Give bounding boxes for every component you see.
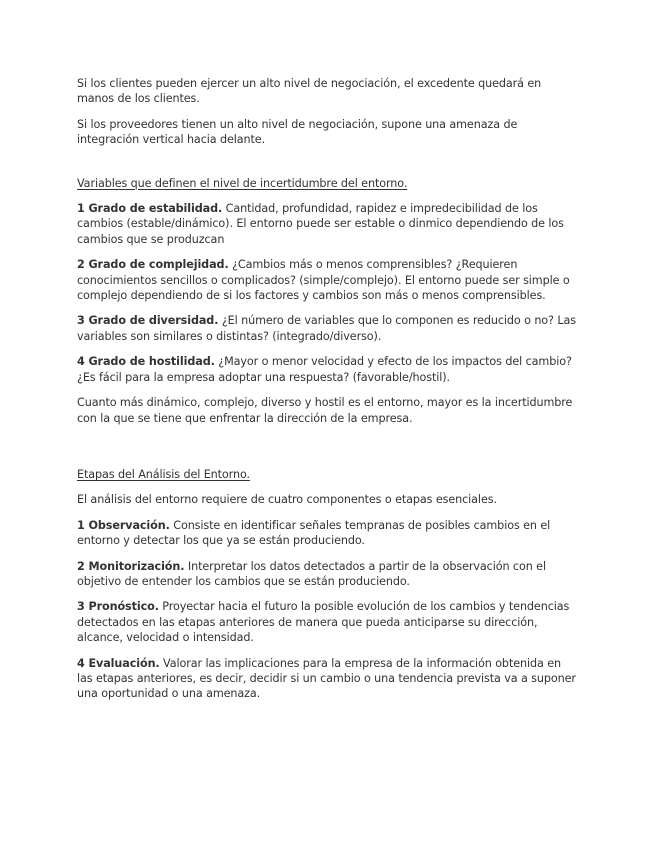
intro-paragraph-suppliers: Si los proveedores tienen un alto nivel de negociación, supone una amenaza de integración vertical hacia delante.	[77, 117, 518, 147]
variable-item-text: Cantidad, profundidad, rapidez e impredecibilidad de los cambios (estable/dinámico). El entorno puede ser estable o dinmico dependiendo de los cambios que se produzcan	[77, 202, 564, 246]
etapas-intro: El análisis del entorno requiere de cuatro componentes o etapas esenciales.	[77, 493, 497, 507]
etapa-item-evaluation	[77, 656, 577, 702]
etapas-heading: Etapas del Análisis del Entorno.	[77, 467, 250, 481]
etapa-item-monitoring	[77, 559, 577, 590]
etapa-item-text: Consiste en identificar señales tempranas de posibles cambios en el entorno y detectar los que ya se están produciendo.	[77, 518, 551, 548]
variable-item-text: ¿El número de variables que lo componen es reducido o no? Las variables son similares o distintas? (integrado/diverso).	[77, 314, 576, 343]
variable-item-title: 4 Grado de hostilidad.	[77, 355, 215, 369]
etapa-item-title: 3 Pronóstico.	[77, 600, 159, 614]
etapa-item-title: 2 Monitorización.	[77, 559, 185, 573]
variables-heading: Variables que definen el nivel de incertidumbre del entorno.	[77, 176, 408, 190]
intro-paragraph-clients: Si los clientes pueden ejercer un alto nivel de negociación, el excedente quedará en manos de los clientes.	[77, 77, 542, 106]
variable-item-stability	[77, 201, 577, 247]
etapa-item-text: Proyectar hacia el futuro la posible evolución de los cambios y tendencias detectados en las etapas anteriores de manera que pueda anticiparse su dirección, alcance, velocidad o intensidad.	[77, 600, 570, 645]
etapa-item-observation	[77, 518, 577, 549]
variable-item-title: 3 Grado de diversidad.	[77, 314, 219, 328]
etapa-item-text: Valorar las implicaciones para la empresa de la información obtenida en las etapas anteriores, es decir, decidir si un cambio o una tendencia prevista va a suponer una oportunidad o una amenaza.	[77, 656, 576, 701]
variable-item-text: ¿Mayor o menor velocidad y efecto de los impactos del cambio? ¿Es fácil para la empresa adoptar una respuesta? (favorable/hostil).	[77, 355, 572, 384]
variable-item-hostility	[77, 354, 577, 385]
variables-conclusion: Cuanto más dinámico, complejo, diverso y hostil es el entorno, mayor es la incertidumbre con la que se tiene que enfrentar la dirección de la empresa.	[77, 396, 573, 425]
variable-item-title: 1 Grado de estabilidad.	[77, 202, 223, 216]
variable-item-text: ¿Cambios más o menos comprensibles? ¿Requieren conocimientos sencillos o complicados? (simple/complejo). El entorno puede ser simple o complejo dependiendo de si los factores y cambios son más o menos comprensibles.	[77, 258, 570, 303]
etapa-item-text: Interpretar los datos detectados a partir de la observación con el objetivo de entender los cambios que se están produciendo.	[77, 559, 546, 588]
document-page	[77, 76, 577, 712]
etapa-item-title: 4 Evaluación.	[77, 656, 160, 670]
variable-item-diversity	[77, 313, 577, 344]
variable-item-title: 2 Grado de complejidad.	[77, 258, 229, 272]
etapa-item-forecast	[77, 599, 577, 645]
etapa-item-title: 1 Observación.	[77, 518, 170, 532]
variable-item-complexity	[77, 257, 577, 303]
